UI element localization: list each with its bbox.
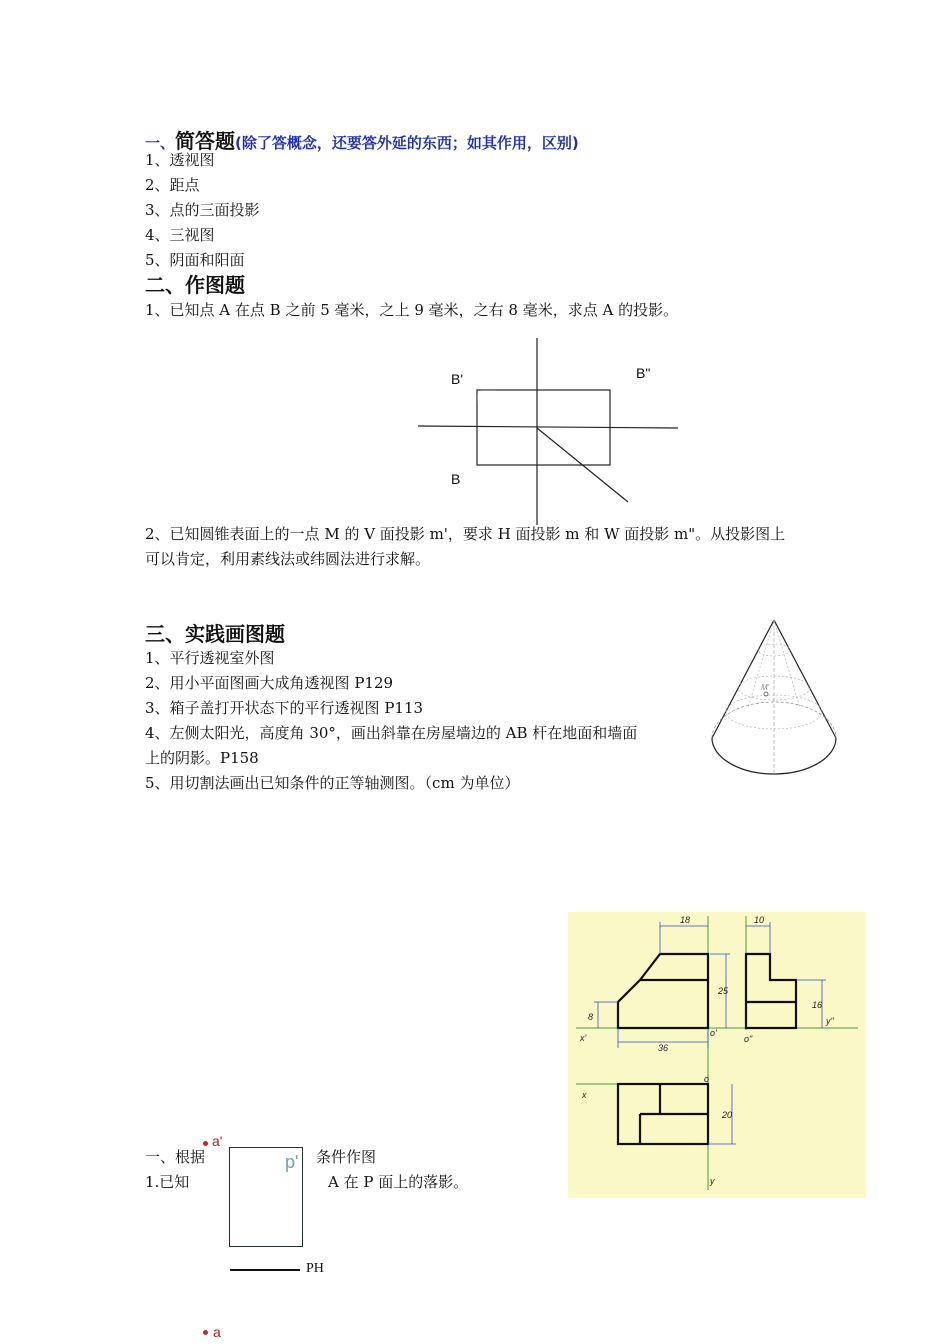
cone-label-m: M'	[761, 683, 770, 692]
diagonal-45-line	[537, 428, 628, 502]
projection-box	[477, 390, 610, 465]
dim-16: 16	[812, 1000, 823, 1010]
section4-line2-right: A 在 P 面上的落影。	[328, 1173, 469, 1191]
section3-item-3: 3、箱子盖打开状态下的平行透视图 P113	[145, 699, 424, 717]
axis-x: x	[582, 1090, 587, 1100]
dim-25: 25	[718, 986, 729, 996]
three-view-drawing	[568, 912, 866, 1198]
drawing-background	[568, 912, 866, 1198]
point-a-dot	[203, 1330, 208, 1335]
label-a: a	[213, 1324, 221, 1340]
label-a-prime: a'	[212, 1133, 223, 1149]
section2-heading: 二、作图题	[145, 273, 245, 297]
dim-18: 18	[680, 915, 691, 925]
section1-heading-prefix: 一、	[145, 134, 176, 152]
label-p-prime: p'	[285, 1152, 299, 1172]
dim-36: 36	[658, 1043, 669, 1053]
section3-item-4-cont: 上的阴影。P158	[145, 749, 259, 767]
section1-item-1: 1、透视图	[145, 151, 215, 169]
axis-y-double-prime: y"	[826, 1016, 834, 1026]
label-ph: PH	[306, 1261, 324, 1276]
dim-20: 20	[722, 1110, 733, 1120]
section2-question-2-line2: 可以肯定，利用素线法或纬圆法进行求解。	[145, 550, 431, 568]
section1-heading-note: (除了答概念，还要答外延的东西；如其作用，区别)	[235, 134, 579, 152]
cone-diagram	[708, 608, 848, 778]
label-b-double-prime: B"	[636, 365, 651, 381]
section1-item-2: 2、距点	[145, 176, 200, 194]
section1-heading-title: 简答题	[175, 129, 236, 153]
section4-line2-left: 1.已知	[145, 1173, 190, 1191]
section4-line1-right: 条件作图	[316, 1148, 377, 1166]
label-b-prime: B'	[451, 371, 464, 387]
section2-question-2-line1: 2、已知圆锥表面上的一点 M 的 V 面投影 m'，要求 H 面投影 m 和 W 面投影 m"。从投影图上	[145, 525, 786, 543]
axis-o-prime: o'	[710, 1028, 717, 1038]
axis-o-double-prime: o"	[744, 1034, 753, 1044]
section1-item-3: 3、点的三面投影	[145, 201, 260, 219]
section3-item-4: 4、左侧太阳光，高度角 30°，画出斜靠在房屋墙边的 AB 杆在地面和墙面	[145, 724, 638, 742]
axis-x-prime: x'	[580, 1033, 587, 1043]
section4-line1-left: 一、根据	[145, 1148, 206, 1166]
point-a-prime-dot	[203, 1141, 208, 1146]
section1-item-5: 5、阴面和阳面	[145, 251, 245, 269]
horizontal-axis	[418, 426, 678, 428]
section3-item-5: 5、用切割法画出已知条件的正等轴测图。（cm 为单位）	[145, 774, 520, 792]
section1-item-4: 4、三视图	[145, 226, 215, 244]
section3-item-1: 1、平行透视室外图	[145, 649, 275, 667]
label-b: B	[451, 471, 461, 487]
axis-y: y	[710, 1176, 715, 1186]
dim-10: 10	[754, 915, 765, 925]
dim-8: 8	[588, 1012, 594, 1022]
axis-o: o	[704, 1074, 710, 1084]
trace-ph-line	[230, 1269, 300, 1271]
section2-question-1: 1、已知点 A 在点 B 之前 5 毫米，之上 9 毫米，之右 8 毫米，求点 A 的投影。	[145, 301, 679, 319]
section3-heading: 三、实践画图题	[145, 622, 285, 646]
section3-item-2: 2、用小平面图画大成角透视图 P129	[145, 674, 394, 692]
